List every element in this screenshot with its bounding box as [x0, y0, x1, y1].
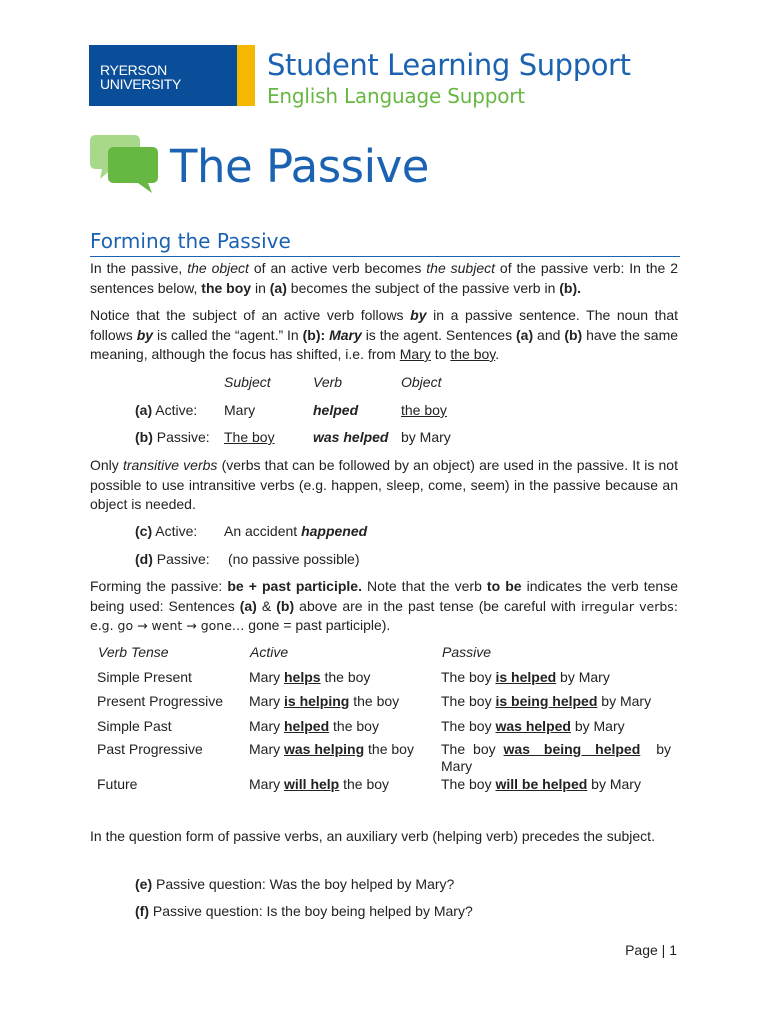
passive-verb: will be helped — [495, 776, 588, 792]
p1-label-b: (b). — [559, 279, 582, 296]
passive-pre: The boy — [441, 718, 496, 734]
example-a-voice: Active: — [155, 402, 198, 418]
passive-verb: was helped — [495, 718, 571, 734]
p2-the-boy-underlined: the boy — [450, 346, 496, 362]
p2-by-2: by — [136, 326, 154, 343]
p1-text-7: in — [251, 279, 270, 296]
p4-text-3: Note that the verb — [361, 578, 487, 594]
p1-the-object: the object — [187, 260, 249, 276]
p4-label-a: (a) — [239, 597, 257, 614]
p2-text-14: to — [430, 346, 451, 362]
p4-text-5: indicates the verb tense being used: Sentences — [90, 578, 678, 614]
example-b-object: by Mary — [401, 429, 451, 445]
p2-text-5: is called the “agent.” In — [153, 326, 303, 343]
passive-pre: The boy — [441, 693, 496, 709]
active-post: the boy — [364, 741, 414, 757]
example-a — [135, 402, 197, 418]
example-f — [135, 903, 473, 919]
table-row-tense: Present Progressive — [97, 693, 224, 709]
example-a-subject: Mary — [224, 402, 256, 418]
example-e-label: (e) — [135, 876, 153, 892]
p2-label-b-2: (b) — [564, 326, 583, 343]
p4-text-7: & — [256, 597, 277, 614]
example-d-voice: Passive: — [156, 551, 210, 567]
p1-label-a: (a) — [269, 279, 287, 296]
p1-the-subject: the subject — [426, 260, 495, 276]
p4-text-11: gone = past participle). — [244, 617, 391, 633]
active-post: the boy — [329, 718, 379, 734]
p2-text-8: is the agent. Sentences — [361, 326, 517, 343]
example-c-label: (c) — [135, 523, 153, 539]
p1-text-9: becomes the subject of the passive verb in — [286, 279, 560, 296]
example-d — [135, 551, 210, 567]
passive-verb: is being helped — [495, 693, 598, 709]
example-b-subject: The boy — [224, 429, 275, 445]
table-row-active — [249, 776, 389, 792]
paragraph-questions: In the question form of passive verbs, an auxiliary verb (helping verb) precedes the subject. — [90, 828, 655, 844]
p2-text-12: have the same meaning, although the focus has shifted, i.e. from — [90, 326, 679, 362]
p2-text-10: and — [533, 326, 565, 343]
passive-post: by Mary — [597, 693, 652, 709]
page-title: The Passive — [170, 140, 429, 193]
p4-to-be: to be — [486, 578, 522, 594]
table-row-tense: Future — [97, 776, 138, 792]
p2-label-b: (b): — [302, 326, 326, 343]
example-c-voice: Active: — [155, 523, 198, 539]
logo-line-2: UNIVERSITY — [100, 76, 182, 92]
example-a-label: (a) — [135, 402, 153, 418]
active-pre: Mary — [249, 741, 284, 757]
table-row-active — [249, 741, 414, 757]
logo-wordmark — [100, 63, 236, 91]
active-pre: Mary — [249, 693, 284, 709]
table-header-passive: Passive — [442, 644, 492, 660]
example-b-verb: was helped — [313, 429, 389, 445]
example-d-text: (no passive possible) — [228, 551, 360, 567]
p2-text-16: . — [495, 346, 500, 362]
paragraph-intro — [90, 259, 678, 298]
p2-mary: Mary — [329, 326, 362, 343]
passive-pre: The boy — [441, 741, 504, 757]
example-c-text: An accident — [224, 523, 302, 539]
example-b — [135, 429, 210, 445]
example-e — [135, 876, 454, 892]
active-verb: was helping — [284, 741, 365, 757]
passive-verb: is helped — [495, 669, 557, 685]
page-number: Page | 1 — [625, 942, 677, 958]
p2-text-1: Notice that the subject of an active verb follows — [90, 307, 411, 323]
table-row-active — [249, 718, 379, 734]
example-f-text: Passive question: Is the boy being helped by Mary? — [149, 903, 473, 919]
table-row-passive — [441, 669, 610, 685]
example-a-verb: helped — [313, 402, 359, 418]
active-verb: is helping — [284, 693, 350, 709]
passive-pre: The boy — [441, 669, 496, 685]
paragraph-transitive — [90, 456, 678, 515]
p2-by-1: by — [410, 307, 427, 323]
example-e-text: Passive question: Was the boy helped by Mary? — [152, 876, 455, 892]
p2-text-3: in a passive sentence. The noun that follows — [90, 307, 678, 343]
active-verb: will help — [284, 776, 340, 792]
active-post: the boy — [349, 693, 400, 709]
example-f-label: (f) — [135, 903, 149, 919]
p4-irregular-verbs: irregular verbs: e.g. go → went → gone… — [90, 598, 679, 633]
table-header-tense: Verb Tense — [98, 644, 169, 660]
header-object: Object — [401, 374, 442, 390]
table-row-passive — [441, 718, 625, 734]
active-verb: helped — [284, 718, 330, 734]
p1-text-5: of the passive verb: In the 2 sentences below, — [90, 260, 678, 296]
table-row-tense: Simple Past — [97, 718, 172, 734]
p1-the-boy: the boy — [201, 279, 252, 296]
table-row-active — [249, 693, 399, 709]
header-verb: Verb — [313, 374, 343, 390]
passive-post: by Mary — [570, 718, 625, 734]
passive-post: by Mary — [587, 776, 641, 792]
example-b-label: (b) — [135, 429, 153, 445]
paragraph-forming — [90, 577, 678, 636]
table-row-tense: Simple Present — [97, 669, 192, 685]
table-row-active — [249, 669, 370, 685]
p4-text-1: Forming the passive: — [90, 578, 228, 594]
p4-label-b: (b) — [276, 597, 295, 614]
example-d-label: (d) — [135, 551, 153, 567]
p1-text-1: In the passive, — [90, 260, 188, 276]
passive-verb: was being helped — [503, 741, 641, 757]
table-row-passive — [441, 741, 671, 775]
p3-text-1: Only — [90, 457, 123, 473]
passive-pre: The boy — [441, 776, 496, 792]
table-row-passive — [441, 776, 641, 792]
passive-post: by Mary — [441, 741, 671, 774]
p3-transitive-verbs: transitive verbs — [122, 457, 218, 473]
p4-formula: be + past participle. — [227, 578, 362, 594]
table-row-tense: Past Progressive — [97, 741, 203, 757]
active-post: the boy — [339, 776, 390, 792]
example-c-verb: happened — [301, 523, 368, 539]
p2-label-a: (a) — [516, 326, 534, 343]
department-subtitle: English Language Support — [267, 84, 525, 108]
example-b-voice: Passive: — [156, 429, 210, 445]
example-c — [135, 523, 197, 539]
section-heading: Forming the Passive — [90, 229, 291, 253]
section-divider — [90, 256, 680, 257]
p2-mary-underlined: Mary — [399, 346, 431, 362]
logo-accent-strip — [237, 45, 255, 106]
p3-text-3: (verbs that can be followed by an object) are used in the passive. It is not possible to use intransitive verbs (e.g. happen, sleep, come, seem) in the passive because an object is needed. — [90, 457, 678, 512]
table-header-active: Active — [250, 644, 289, 660]
paragraph-agent — [90, 306, 678, 365]
active-post: the boy — [320, 669, 371, 685]
p1-text-3: of an active verb becomes — [248, 260, 427, 276]
active-pre: Mary — [249, 669, 284, 685]
p4-text-9: above are in the past tense (be careful with — [294, 597, 581, 614]
example-c-sentence — [224, 523, 367, 539]
logo-line-1: RYERSON — [100, 62, 167, 78]
example-a-object: the boy — [401, 402, 447, 418]
active-pre: Mary — [249, 776, 284, 792]
active-pre: Mary — [249, 718, 284, 734]
department-title: Student Learning Support — [267, 48, 631, 82]
active-verb: helps — [284, 669, 321, 685]
header-subject: Subject — [224, 374, 271, 390]
table-row-passive — [441, 693, 651, 709]
speech-bubbles-icon — [90, 133, 160, 195]
passive-post: by Mary — [556, 669, 610, 685]
